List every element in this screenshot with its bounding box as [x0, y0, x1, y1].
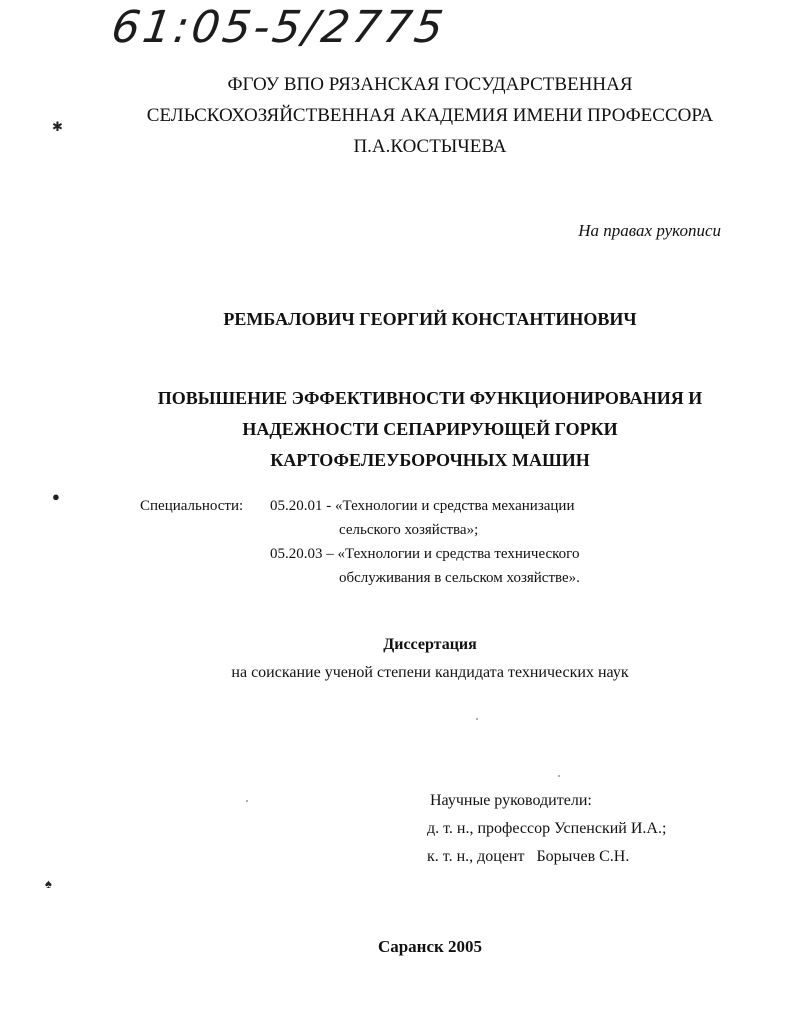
author-name: РЕМБАЛОВИЧ ГЕОРГИЙ КОНСТАНТИНОВИЧ	[223, 309, 637, 329]
margin-mark: ●	[52, 489, 60, 504]
margin-mark: ♠	[45, 876, 52, 891]
organization-line: СЕЛЬСКОХОЗЯЙСТВЕННАЯ АКАДЕМИЯ ИМЕНИ ПРОФЕССОРА	[146, 105, 714, 126]
title-line: НАДЕЖНОСТИ СЕПАРИРУЮЩЕЙ ГОРКИ	[242, 419, 618, 439]
supervisor-line: д. т. н., профессор Успенский И.А.;	[427, 820, 667, 837]
specialty-line: 05.20.01 - «Технологии и средства механизации	[270, 498, 575, 514]
organization-line: ФГОУ ВПО РЯЗАНСКАЯ ГОСУДАРСТВЕННАЯ	[227, 74, 633, 95]
dissertation-label: Диссертация	[383, 636, 477, 653]
scan-speck	[246, 800, 248, 802]
title-line: КАРТОФЕЛЕУБОРОЧНЫХ МАШИН	[270, 450, 590, 470]
manuscript-rights-note: На правах рукописи	[578, 221, 721, 240]
scan-speck	[476, 718, 478, 720]
supervisors-block	[427, 789, 667, 869]
dissertation-title	[0, 383, 797, 476]
specialty-line: 05.20.03 – «Технологии и средства технического	[270, 546, 580, 562]
place-and-year: Саранск 2005	[377, 937, 483, 956]
specialties-label: Специальности:	[140, 498, 244, 514]
supervisor-line: к. т. н., доцент Борычев С.Н.	[427, 848, 630, 865]
scan-speck	[558, 775, 560, 777]
supervisors-label: Научные руководители:	[430, 792, 592, 809]
specialty-item	[270, 494, 580, 590]
archive-stamp: 61:05-5/2775	[108, 2, 450, 53]
specialty-line: сельского хозяйства»;	[339, 522, 479, 538]
title-line: ПОВЫШЕНИЕ ЭФФЕКТИВНОСТИ ФУНКЦИОНИРОВАНИЯ И	[157, 388, 703, 408]
organization-block	[0, 69, 797, 162]
specialty-line: обслуживания в сельском хозяйстве».	[339, 570, 580, 586]
margin-mark: ✱	[52, 119, 63, 134]
degree-statement: на соискание ученой степени кандидата технических наук	[231, 664, 629, 681]
organization-line: П.А.КОСТЫЧЕВА	[353, 136, 507, 157]
